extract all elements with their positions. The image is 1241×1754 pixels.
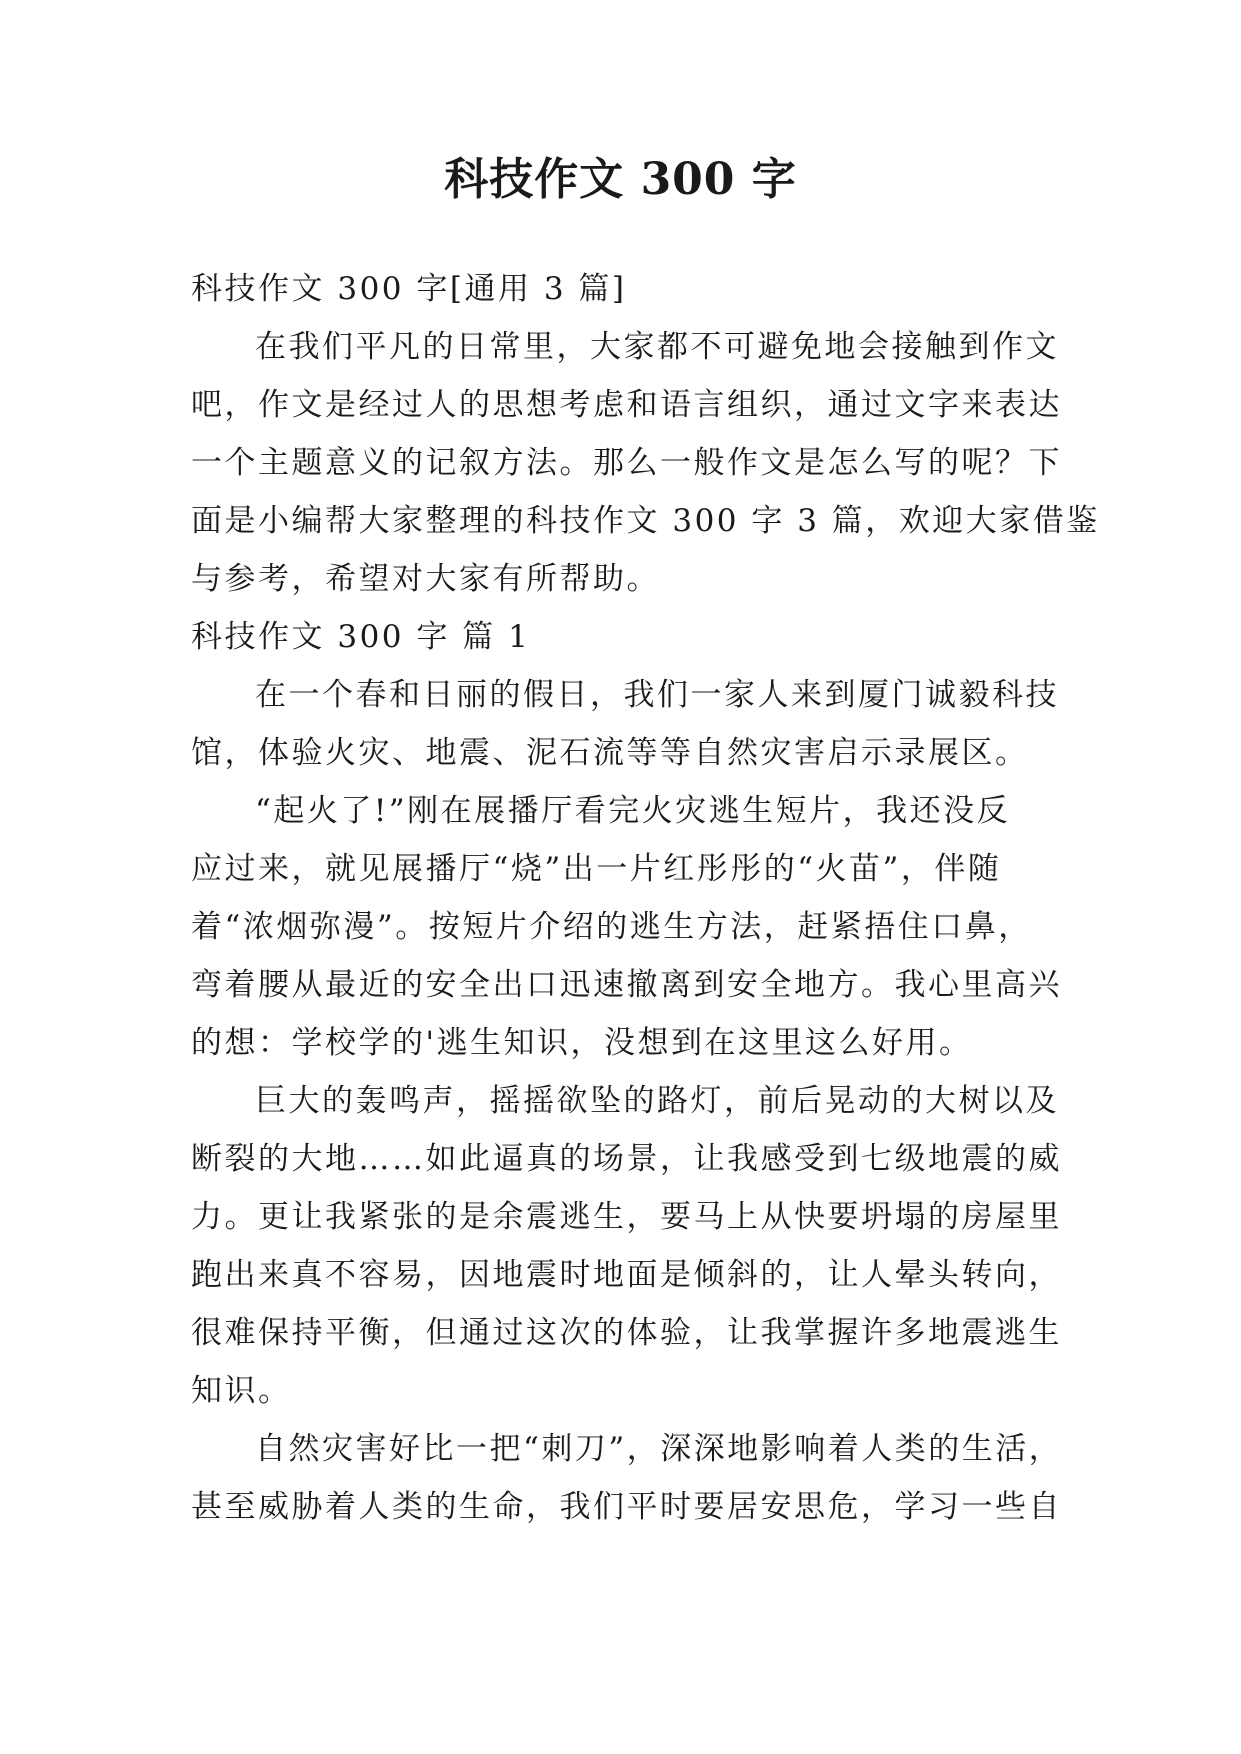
text-line: “起火了!”刚在展播厅看完火灾逃生短片，我还没反: [255, 793, 1011, 829]
text-line: 在一个春和日丽的假日，我们一家人来到厦门诚毅科技: [255, 677, 1059, 713]
text-line: 馆，体验火灾、地震、泥石流等等自然灾害启示录展区。: [191, 735, 1029, 771]
text-line: 力。更让我紧张的是余震逃生，要马上从快要坍塌的房屋里: [191, 1199, 1062, 1235]
text-line: 断裂的大地……如此逼真的场景，让我感受到七级地震的威: [191, 1141, 1062, 1177]
text-line: 跑出来真不容易，因地震时地面是倾斜的，让人晕头转向，: [191, 1257, 1062, 1293]
text-line: 甚至威胁着人类的生命，我们平时要居安思危，学习一些自: [191, 1489, 1062, 1525]
text-line: 科技作文 300 字[通用 3 篇]: [191, 271, 627, 307]
text-line: 面是小编帮大家整理的科技作文 300 字 3 篇，欢迎大家借鉴: [191, 503, 1100, 539]
text-line: 在我们平凡的日常里，大家都不可避免地会接触到作文: [255, 329, 1059, 365]
document-body: [191, 260, 1100, 1536]
text-line: 科技作文 300 字 篇 1: [191, 619, 531, 655]
document-title: 科技作文 300 字: [444, 154, 797, 205]
text-line: 弯着腰从最近的安全出口迅速撤离到安全地方。我心里高兴: [191, 967, 1062, 1003]
text-line: 吧，作文是经过人的思想考虑和语言组织，通过文字来表达: [191, 387, 1062, 423]
text-line: 自然灾害好比一把“刺刀”，深深地影响着人类的生活，: [255, 1431, 1063, 1467]
text-line: 与参考，希望对大家有所帮助。: [191, 561, 660, 597]
text-line: 知识。: [191, 1373, 292, 1409]
text-line: 应过来，就见展播厅“烧”出一片红彤彤的“火苗”，伴随: [191, 851, 1002, 887]
text-line: 很难保持平衡，但通过这次的体验，让我掌握许多地震逃生: [191, 1315, 1062, 1351]
text-line: 一个主题意义的记叙方法。那么一般作文是怎么写的呢？下: [191, 445, 1062, 481]
text-line: 的想：学校学的'逃生知识，没想到在这里这么好用。: [191, 1025, 973, 1061]
text-line: 巨大的轰鸣声，摇摇欲坠的路灯，前后晃动的大树以及: [255, 1083, 1059, 1119]
text-line: 着“浓烟弥漫”。按短片介绍的逃生方法，赶紧捂住口鼻，: [191, 909, 1032, 945]
